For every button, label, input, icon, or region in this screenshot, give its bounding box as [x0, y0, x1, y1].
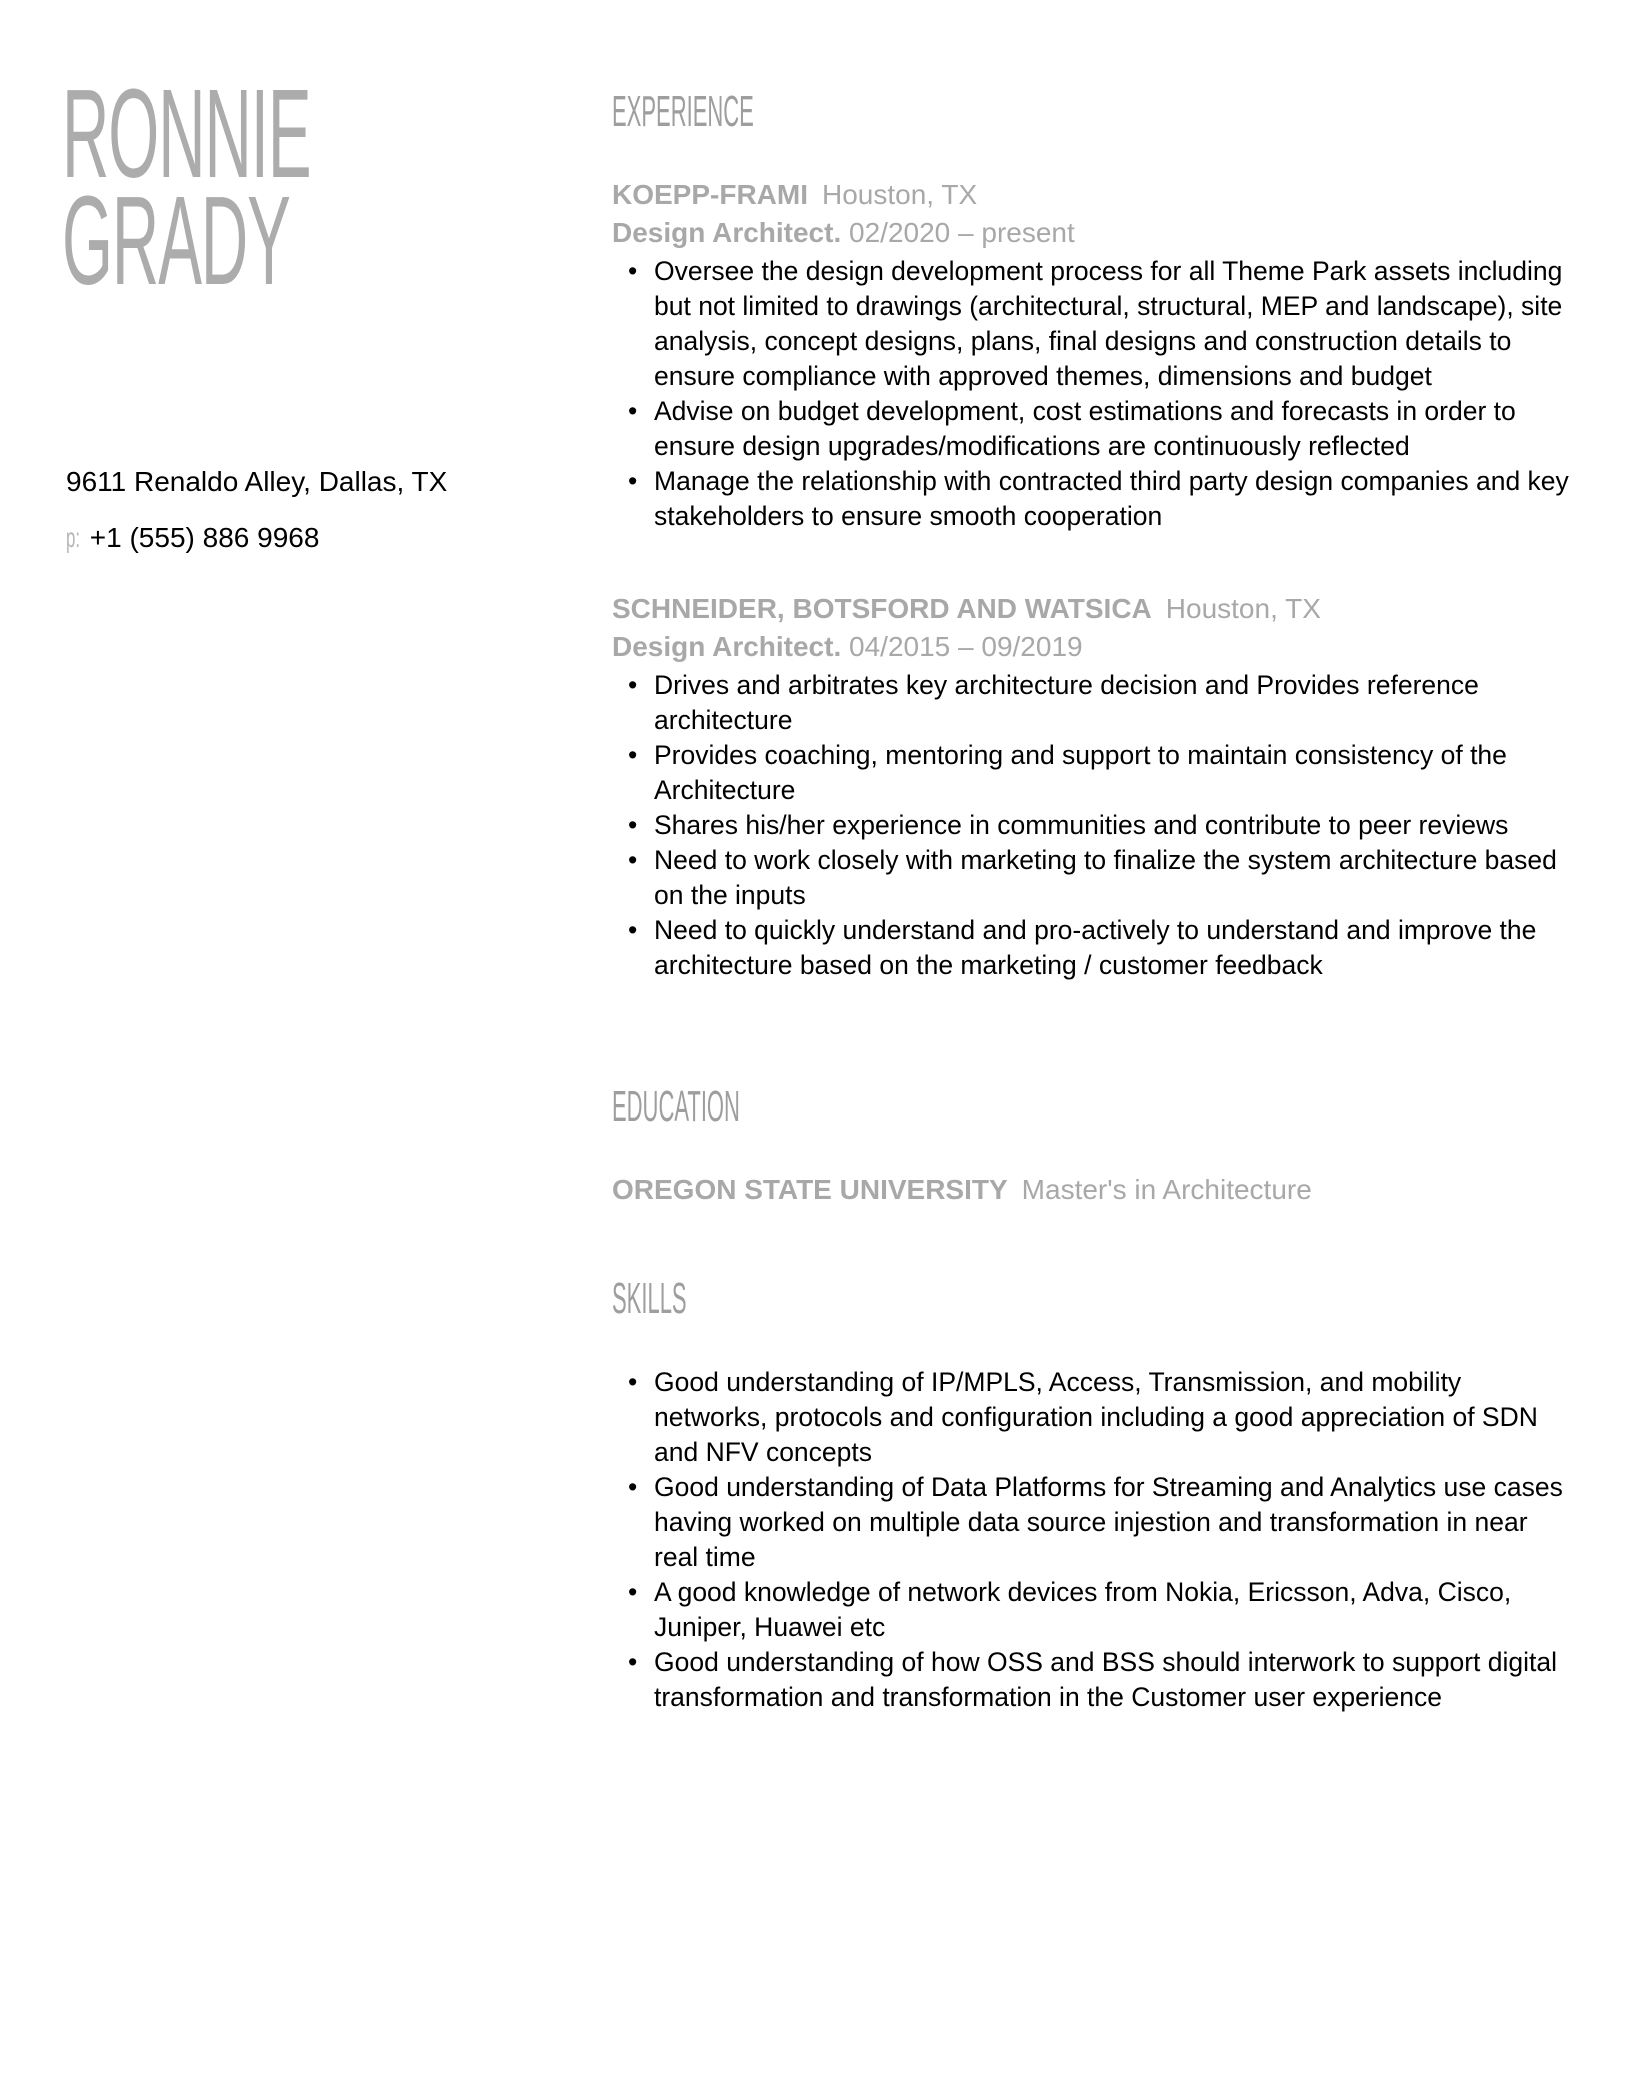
job-role-line	[612, 628, 1572, 666]
bullet-item: • Provides coaching, mentoring and support to maintain consistency of the Architecture	[654, 738, 1572, 808]
job-role-line	[612, 214, 1572, 252]
address: 9611 Renaldo Alley, Dallas, TX	[66, 466, 448, 497]
main-column	[612, 86, 1572, 1715]
experience-item	[612, 590, 1572, 983]
job-dates: 02/2020 – present	[849, 217, 1075, 248]
bullet-item: • Advise on budget development, cost estimations and forecasts in order to ensure design upgrades/modifications are continuously reflected	[654, 394, 1572, 464]
phone-label: p:	[66, 522, 81, 553]
job-title: Design Architect.	[612, 631, 842, 662]
job-bullets	[612, 254, 1572, 534]
last-name: GRADY	[62, 170, 290, 311]
job-location: Houston, TX	[822, 179, 978, 210]
bullet-item: • Manage the relationship with contracted third party design companies and key stakeholders to ensure smooth cooperation	[654, 464, 1572, 534]
experience-item	[612, 176, 1572, 534]
bullet-item: • Drives and arbitrates key architecture decision and Provides reference architecture	[654, 668, 1572, 738]
bullet-item: • Shares his/her experience in communities and contribute to peer reviews	[654, 808, 1572, 843]
job-title: Design Architect.	[612, 217, 842, 248]
phone-line	[66, 518, 447, 574]
bullet-item: • Need to work closely with marketing to finalize the system architecture based on the inputs	[654, 843, 1572, 913]
candidate-name	[62, 63, 311, 311]
job-location: Houston, TX	[1165, 593, 1321, 624]
skills-list	[612, 1365, 1572, 1715]
job-header	[612, 590, 1572, 628]
job-dates: 04/2015 – 09/2019	[849, 631, 1083, 662]
skills-heading: SKILLS	[612, 1274, 687, 1323]
skill-item: • Good understanding of how OSS and BSS should interwork to support digital transformation and transformation in the Customer user experience	[654, 1645, 1572, 1715]
bullet-item: • Oversee the design development process for all Theme Park assets including but not limited to drawings (architectural, structural, MEP and landscape), site analysis, concept designs, plans, final designs and construction details to ensure compliance with approved themes, dimensions and budget	[654, 254, 1572, 394]
contact-info	[66, 462, 447, 574]
skill-item: • A good knowledge of network devices from Nokia, Ericsson, Adva, Cisco, Juniper, Huawei etc	[654, 1575, 1572, 1645]
education-heading: EDUCATION	[612, 1082, 740, 1131]
school-name: OREGON STATE UNIVERSITY	[612, 1174, 1008, 1205]
job-header	[612, 176, 1572, 214]
education-item	[612, 1171, 1572, 1209]
phone-number: +1 (555) 886 9968	[89, 522, 320, 553]
degree: Master's in Architecture	[1021, 1174, 1312, 1205]
company-name: SCHNEIDER, BOTSFORD AND WATSICA	[612, 593, 1152, 624]
skill-item: • Good understanding of Data Platforms for Streaming and Analytics use cases having worked on multiple data source injestion and transformation in near real time	[654, 1470, 1572, 1575]
experience-heading: EXPERIENCE	[612, 87, 754, 136]
job-bullets	[612, 668, 1572, 983]
bullet-item: • Need to quickly understand and pro-actively to understand and improve the architecture based on the marketing / customer feedback	[654, 913, 1572, 983]
skill-item: • Good understanding of IP/MPLS, Access, Transmission, and mobility networks, protocols and configuration including a good appreciation of SDN and NFV concepts	[654, 1365, 1572, 1470]
first-name: RONNIE	[62, 63, 311, 204]
company-name: KOEPP-FRAMI	[612, 179, 808, 210]
